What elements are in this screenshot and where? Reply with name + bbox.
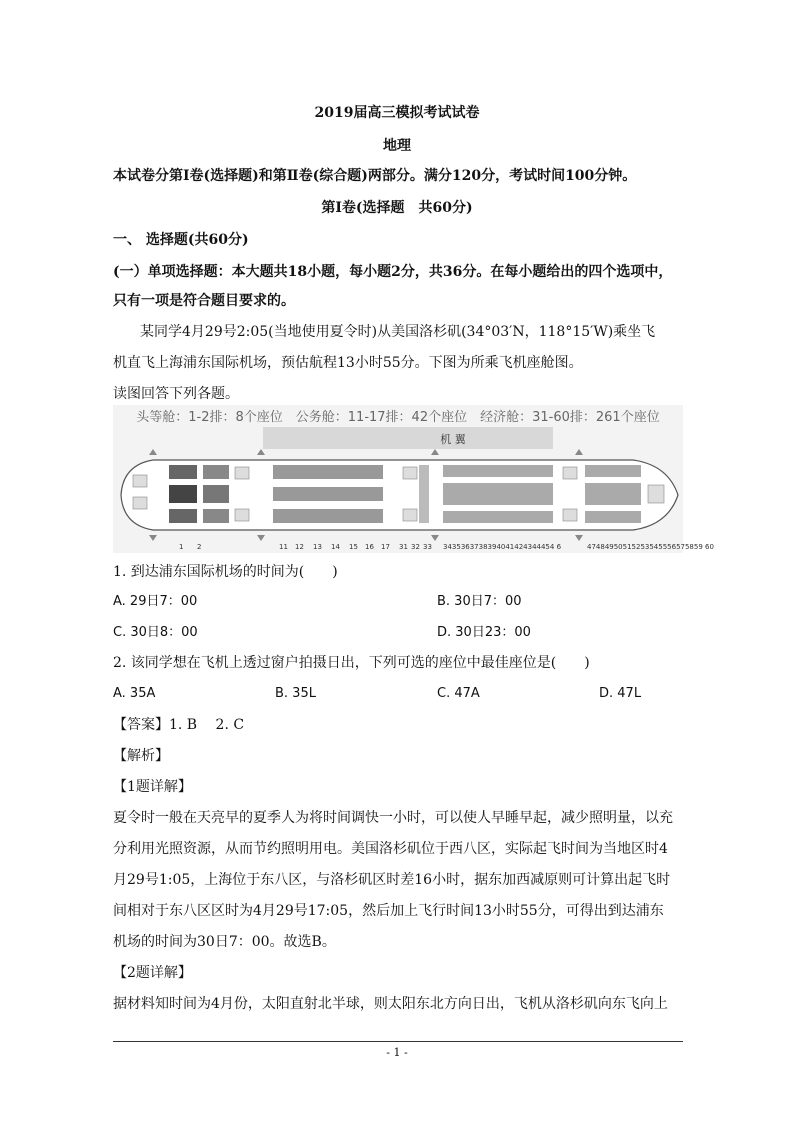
explanation-1-line: 间相对于东八区区时为4月29号17:05，然后加上飞行时间13小时55分，可得出到达浦东 (113, 903, 664, 919)
seat-map-svg (113, 405, 714, 553)
economy-seats-rear (585, 465, 641, 523)
q1-option-b: B. 30日7：00 (437, 594, 522, 609)
row-number: 15 (349, 543, 358, 551)
footer-rule (113, 1041, 683, 1042)
q2-option-b: B. 35L (275, 686, 316, 701)
passage-line-2: 机直飞上海浦东国际机场，预估航程13小时55分。下图为所乘飞机座舱图。 (113, 355, 583, 371)
question-2-stem: 2. 该同学想在飞机上透过窗户拍摄日出，下列可选的座位中最佳座位是( ) (113, 655, 590, 671)
q1-option-a: A. 29日7：00 (113, 594, 198, 609)
row-number: 2 (197, 543, 202, 551)
seat-map-figure (113, 405, 714, 553)
row-number: 32 (411, 543, 420, 551)
exam-title: 2019届高三模拟考试试卷 (314, 105, 480, 121)
explanation-1-line: 夏令时一般在天亮早的夏季人为将时间调快一小时，可以使人早睡早起，减少照明量，以充 (113, 810, 673, 826)
passage-line-3: 读图回答下列各题。 (113, 386, 239, 402)
explanation-1-line: 分利用光照资源，从而节约照明用电。美国洛杉矶位于西八区，实际起飞时间为当地区时4 (113, 841, 668, 857)
business-class-seats (273, 465, 383, 523)
wing-label: 机 翼 (440, 433, 466, 446)
passage-line-1: 某同学4月29号2:05(当地使用夏令时)从美国洛杉矶(34°03′N，118°15′W)乘坐飞 (140, 324, 656, 340)
subject-title: 地理 (383, 138, 411, 154)
explanation-1-heading: 【1题详解】 (113, 779, 192, 795)
cabin-classes-label: 头等舱：1-2排：8个座位 公务舱：11-17排：42个座位 经济舱：31-60排：261个座位 (136, 410, 660, 425)
section-heading: 一、 选择题(共60分) (113, 232, 249, 248)
analysis-heading: 【解析】 (113, 748, 169, 764)
explanation-2-heading: 【2题详解】 (113, 965, 192, 981)
row-number: 17 (381, 543, 390, 551)
q1-option-c: C. 30日8：00 (113, 625, 198, 640)
exam-intro: 本试卷分第Ⅰ卷(选择题)和第Ⅱ卷(综合题)两部分。满分120分，考试时间100分钟。 (113, 168, 637, 184)
q2-option-c: C. 47A (437, 686, 480, 701)
answer-line: 【答案】1. B 2. C (113, 717, 245, 733)
q1-option-d: D. 30日23：00 (437, 625, 531, 640)
sub-heading-line-1: (一）单项选择题：本大题共18小题，每小题2分，共36分。在每小题给出的四个选项中， (113, 264, 673, 280)
row-number: 12 (295, 543, 304, 551)
row-number: 33 (423, 543, 432, 551)
row-number: 1 (179, 543, 184, 551)
explanation-1-line: 月29号1:05，上海位于东八区，与洛杉矶区时差16小时，据东加西减原则可计算出起飞时 (113, 872, 671, 888)
q2-option-d: D. 47L (599, 686, 642, 701)
row-number: 14 (331, 543, 340, 551)
q2-option-a: A. 35A (113, 686, 156, 701)
explanation-1-line: 机场的时间为30日7：00。故选B。 (113, 934, 336, 950)
economy-seats-front (443, 465, 553, 523)
part-title: 第Ⅰ卷(选择题 共60分) (321, 200, 473, 216)
row-number: 16 (365, 543, 374, 551)
row-number: 31 (399, 543, 408, 551)
row-numbers-economy-rear: 47484950515253545556575859 60 (587, 543, 714, 551)
row-number: 11 (279, 543, 288, 551)
question-1-stem: 1. 到达浦东国际机场的时间为( ) (113, 564, 338, 580)
explanation-2-line: 据材料知时间为4月份，太阳直射北半球，则太阳东北方向日出，飞机从洛杉矶向东飞向上 (113, 996, 668, 1012)
row-numbers-economy-front: 3435363738394041424344454 6 (443, 543, 562, 551)
row-number: 13 (313, 543, 322, 551)
sub-heading-line-2: 只有一项是符合题目要求的。 (113, 293, 295, 309)
page-number: - 1 - (386, 1046, 408, 1059)
